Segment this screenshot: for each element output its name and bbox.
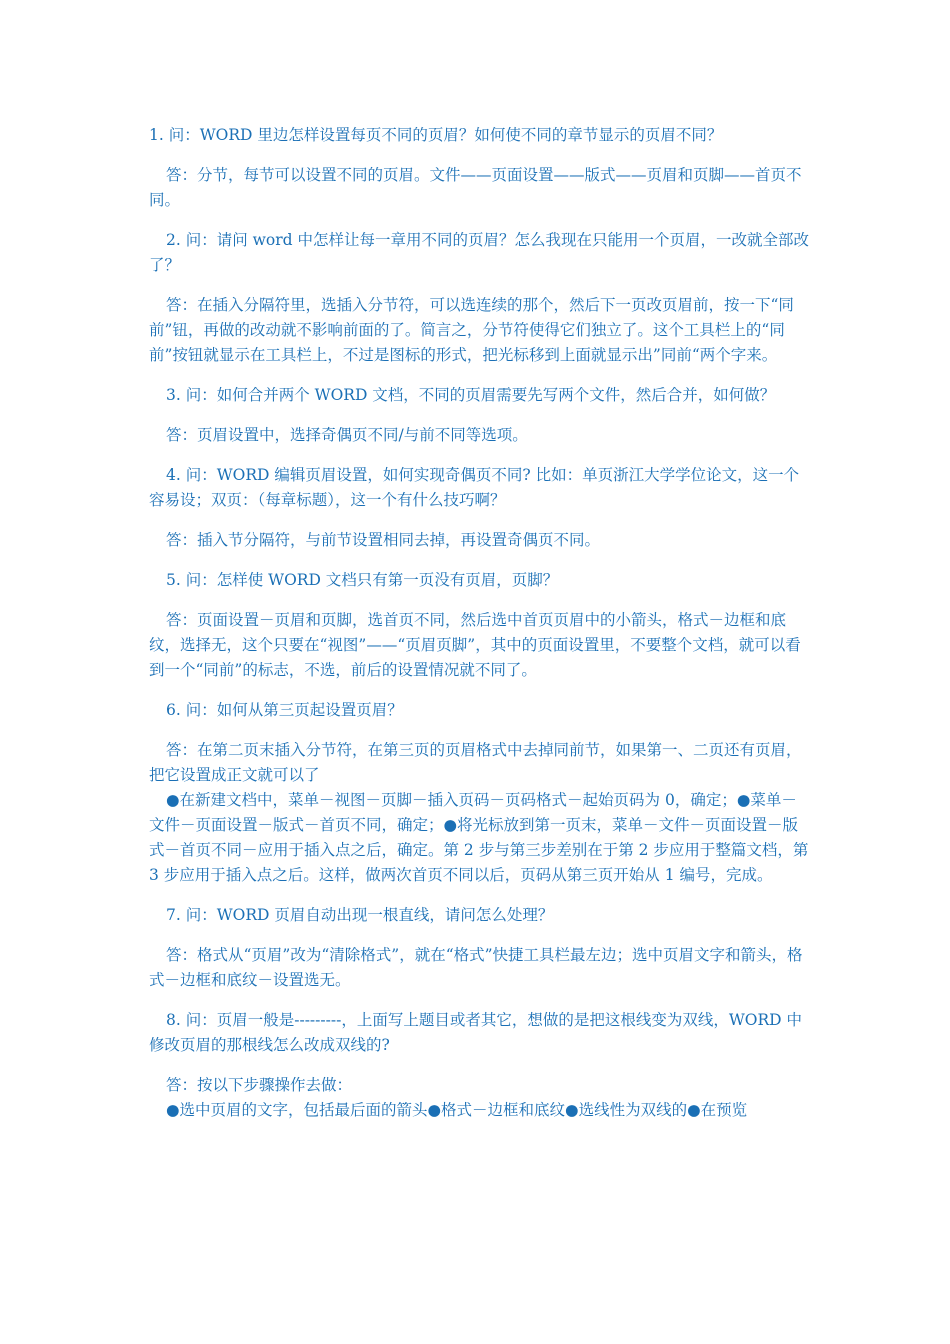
answer-2: 答：在插入分隔符里，选插入分节符，可以选连续的那个，然后下一页改页眉前，按一下“同前”钮，再做的改动就不影响前面的了。简言之，分节符使得它们独立了。这个工具栏上的“同前”按钮就显示在工具栏上，不过是图标的形式，把光标移到上面就显示出”同前“两个字来。: [149, 296, 794, 364]
answer-4: 答：插入节分隔符，与前节设置相同去掉，再设置奇偶页不同。: [166, 531, 601, 549]
question-8: 8. 问：页眉一般是---------，上面写上题目或者其它，想做的是把这根线变为双线，WORD 中修改页眉的那根线怎么改成双线的?: [149, 1011, 803, 1054]
answer-8: 答：按以下步骤操作去做：: [166, 1076, 353, 1094]
document-body: [149, 123, 809, 1123]
question-1: 1. 问：WORD 里边怎样设置每页不同的页眉？如何使不同的章节显示的页眉不同？: [149, 126, 723, 144]
answer-3: 答：页眉设置中，选择奇偶页不同/与前不同等选项。: [166, 426, 528, 444]
question-7: 7. 问：WORD 页眉自动出现一根直线，请问怎么处理？: [166, 906, 554, 924]
question-3: 3. 问：如何合并两个 WORD 文档，不同的页眉需要先写两个文件，然后合并，如何做？: [166, 386, 776, 404]
question-6: 6. 问：如何从第三页起设置页眉？: [166, 701, 403, 719]
answer-1: 答：分节，每节可以设置不同的页眉。文件——页面设置——版式——页眉和页脚——首页不同。: [149, 166, 802, 209]
answer-7: 答：格式从“页眉”改为“清除格式”，就在“格式”快捷工具栏最左边；选中页眉文字和箭头，格式－边框和底纹－设置选无。: [149, 946, 803, 989]
answer-6: 答：在第二页末插入分节符，在第三页的页眉格式中去掉同前节，如果第一、二页还有页眉，把它设置成正文就可以了: [149, 741, 802, 784]
question-2: 2. 问：请问 word 中怎样让每一章用不同的页眉？怎么我现在只能用一个页眉，一改就全部改了？: [149, 231, 810, 274]
answer-6-steps: ●在新建文档中，菜单－视图－页脚－插入页码－页码格式－起始页码为 0，确定；●菜单－文件－页面设置－版式－首页不同，确定；●将光标放到第一页末，菜单－文件－页面设置－版式－首页不同－应用于插入点之后，确定。第 2 步与第三步差别在于第 2 步应用于整篇文档，第 3 步应用于插入点之后。这样，做两次首页不同以后，页码从第三页开始从 1 编号，完成。: [149, 791, 809, 884]
question-5: 5. 问：怎样使 WORD 文档只有第一页没有页眉，页脚？: [166, 571, 559, 589]
answer-5: 答：页面设置－页眉和页脚，选首页不同，然后选中首页页眉中的小箭头，格式－边框和底纹，选择无，这个只要在“视图”——“页眉页脚”，其中的页面设置里，不要整个文档，就可以看到一个“同前”的标志，不选，前后的设置情况就不同了。: [149, 611, 801, 679]
answer-8-steps: ●选中页眉的文字，包括最后面的箭头●格式－边框和底纹●选线性为双线的●在预览: [166, 1101, 748, 1119]
question-4: 4. 问：WORD 编辑页眉设置，如何实现奇偶页不同? 比如：单页浙江大学学位论文，这一个容易设；双页：（每章标题），这一个有什么技巧啊？: [149, 466, 800, 509]
